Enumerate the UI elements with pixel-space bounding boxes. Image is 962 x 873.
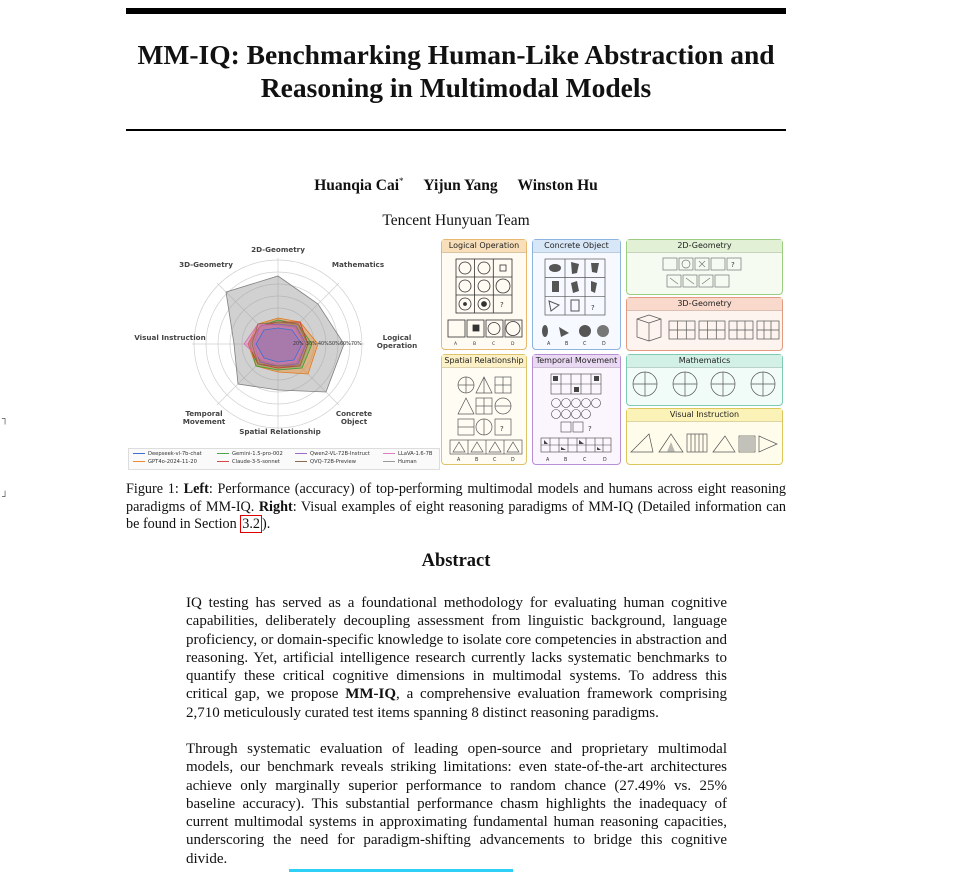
radar-chart [126,240,442,446]
svg-text:B: B [565,342,569,347]
3d-geometry-examples [627,311,782,351]
visual-instruction-examples [627,422,782,465]
svg-text:?: ? [591,304,595,312]
svg-text:A: A [547,342,551,347]
legend-item: Deepseek-vl-7b-chat [133,451,202,457]
2d-geometry-examples [627,253,782,295]
affiliation: Tencent Hunyuan Team [382,212,530,229]
margin-bracket-icon: ┘ [2,492,9,503]
radar-axis-label: Mathematics [331,260,385,269]
svg-text:C: C [493,458,497,463]
paper-title: MM-IQ: Benchmarking Human-Like Abstraction and Reasoning in Multimodal Models [137,39,775,103]
svg-text:D: D [511,458,515,463]
abstract-heading: Abstract [421,551,491,571]
svg-text:D: D [511,342,515,347]
panel-title: 3D-Geometry [627,298,782,311]
panel-title: Concrete Object [533,240,620,253]
panel-title: Spatial Relationship [442,355,526,368]
svg-text:A: A [457,458,461,463]
legend-item: Qwen2-VL-72B-Instruct [295,451,370,457]
margin-bracket-icon: ┐ [2,414,9,425]
legend-item: Human [383,459,417,465]
svg-text:?: ? [731,261,735,269]
panel-title: Logical Operation [442,240,526,253]
author-name: Winston Hu [517,177,598,195]
svg-text:20%: 20% [293,342,304,347]
section-reference-link[interactable]: 3.2 [242,516,261,532]
legend-item: GPT4o-2024-11-20 [133,459,197,465]
svg-text:60%: 60% [340,342,351,347]
legend-item: Gemini-1.5-pro-002 [217,451,283,457]
selection-highlight [289,869,513,872]
svg-text:50%: 50% [329,342,340,347]
radar-axis-label: Visual Instruction [134,333,206,342]
panel-spatial-relationship [441,354,527,465]
svg-text:C: C [492,342,496,347]
panel-title: 2D-Geometry [627,240,782,253]
svg-text:B: B [475,458,479,463]
chart-legend [128,448,440,470]
author-list [126,176,786,195]
author-name: Huanqia Cai* [314,176,404,195]
panel-title: Temporal Movement [533,355,620,368]
logical-operation-grid [442,253,526,349]
svg-text:A: A [454,342,458,347]
radar-axis-label: Logical Operation [376,333,418,350]
panel-mathematics [626,354,783,406]
abstract-paragraph-1: IQ testing has served as a foundational methodology for evaluating human cognitive capabilities, deliberately decoupling assessment from linguistic background, language proficiency, or domain-specific knowledge to isolate core competencies in abstraction and reasoning. Yet, artificial intelligence research currently lacks systematic benchmarks to quantify these critical cognitive dimensions in multimodal systems. To address this critical gap, we propose MM-IQ, a comprehensive evaluation framework comprising 2,710 meticulously curated test items spanning 8 distinct reasoning paradigms. [186,595,727,721]
legend-item: Claude-3-5-sonnet [217,459,280,465]
concrete-object-grid [533,253,620,349]
mathematics-examples [627,368,782,406]
svg-text:B: B [564,458,568,463]
svg-text:A: A [546,458,550,463]
svg-text:?: ? [500,425,504,433]
legend-item: QVQ-72B-Preview [295,459,356,465]
panel-title: Visual Instruction [627,409,782,422]
svg-text:C: C [583,342,587,347]
svg-text:D: D [603,458,607,463]
svg-text:D: D [602,342,606,347]
radar-axis-label: Spatial Relationship [239,427,321,436]
svg-text:C: C [583,458,587,463]
panel-title: Mathematics [627,355,782,368]
svg-text:70%: 70% [351,342,362,347]
radar-axis-label: 2D-Geometry [251,245,305,254]
radar-ring-labels [293,341,362,347]
title-top-rule [126,8,786,14]
panel-visual-instruction [626,408,783,465]
svg-text:?: ? [588,425,592,433]
svg-text:B: B [473,342,477,347]
radar-axis-label: Concrete Object [335,409,373,426]
panel-temporal-movement [532,354,621,465]
abstract-paragraph-2: Through systematic evaluation of leading open-source and proprietary multimodal models, our benchmark reveals striking limitations: even state-of-the-art architectures achieve only marginally superior performance to random chance (27.49% vs. 25% baseline accuracy). This substantial performance chasm highlights the inadequacy of current multimodal systems in approximating fundamental human reasoning capacities, underscoring the need for paradigm-shifting advancements to bridge this cognitive divide. [186,741,727,867]
legend-item: LLaVA-1.6-7B [383,451,432,457]
radar-axis-label: Temporal Movement [182,409,226,426]
panel-2d-geometry [626,239,783,295]
temporal-movement-grid [533,368,620,464]
panel-3d-geometry [626,297,783,351]
svg-text:40%: 40% [318,342,329,347]
panel-logical-operation [441,239,527,350]
radar-axis-label: 3D-Geometry [179,260,233,269]
svg-text:30%: 30% [306,342,317,347]
author-name: Yijun Yang [423,177,498,195]
panel-concrete-object [532,239,621,350]
figure-caption: Figure 1: Left: Performance (accuracy) of top-performing multimodal models and humans across eight reasoning paradigms of MM-IQ. Right: Visual examples of eight reasoning paradigms of MM-IQ (Detailed information can be found in Section 3.2 ). [126,481,786,532]
title-bottom-rule [126,129,786,131]
spatial-relationship-grid [442,368,526,464]
svg-text:?: ? [500,301,504,309]
